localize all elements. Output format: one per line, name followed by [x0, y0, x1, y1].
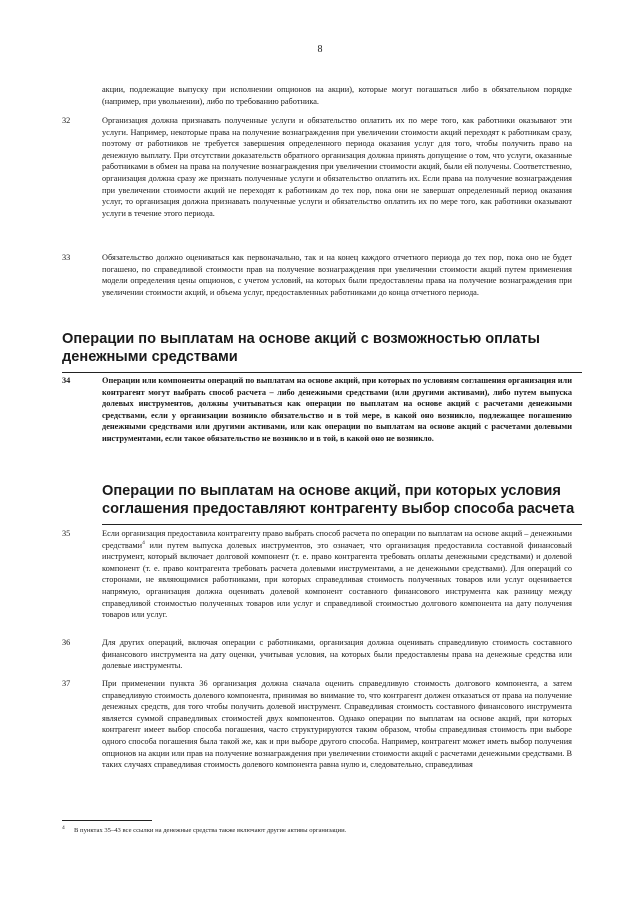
footnote-text: В пунктах 35–43 все ссылки на денежные средства также включают другие активы организации.: [74, 827, 347, 834]
section-heading: Операции по выплатам на основе акций с возможностью оплаты денежными средствами: [62, 330, 582, 373]
paragraph-number: 37: [62, 679, 71, 688]
paragraph-text: Обязательство должно оцениваться как первоначально, так и на конец каждого отчетного периода до тех пор, пока оно не будет погашено, по справедливой стоимости прав на получение вознаграждения при увеличении стоимости акций путем применения модели определения цены опционов, с учетом условий, на которых были предоставлены права на получение вознаграждения при увеличении стоимости акций, и объема услуг, предоставленных работниками до конца отчетного периода.: [102, 253, 572, 297]
paragraph-35: [62, 528, 572, 621]
paragraph-number: 33: [62, 253, 71, 262]
footnote-reference: 4: [142, 539, 145, 546]
paragraph-32: [62, 115, 572, 219]
paragraph-text: Для других операций, включая операции с работниками, организация должна оценивать справедливую стоимость составного финансового инструмента на дату оценки, учитывая условия, на которых были предоставлены права на денежные средства или долевые инструменты.: [102, 638, 572, 671]
footnote: [62, 826, 582, 835]
paragraph-number: 34: [62, 376, 71, 385]
paragraph-36: [62, 637, 572, 672]
paragraph-number: 32: [62, 116, 71, 125]
paragraph-37: [62, 678, 572, 771]
paragraph-number: 36: [62, 638, 71, 647]
paragraph-33: [62, 252, 572, 298]
paragraph-text: [102, 528, 572, 621]
page-number: 8: [317, 44, 323, 55]
footnote-divider: [62, 820, 152, 821]
intro-continuation: акции, подлежащие выпуску при исполнении опционов на акции), которые могут погашаться либо в обязательном порядке (например, при увольнении), либо по требованию работника.: [102, 85, 572, 106]
paragraph-text: Операции или компоненты операций по выплатам на основе акций, при которых по условиям соглашения организация или контрагент могут выбрать способ расчета – либо денежными средствами (или другими активами), либо путем выпуска долевых инструментов, должны учитываться как операции по выплатам на основе акций с расчетами денежными средствами, если у организации возникло обязательство и в той мере, в какой оно возникло, подлежащее погашению денежными средствами или другими активами, или как операции по выплатам на основе акций с расчетами долевыми инструментами, если такое обязательство не возникло и в той, в какой оно не возникло.: [102, 376, 572, 443]
paragraph-text: При применении пункта 36 организация должна сначала оценить справедливую стоимость долгового компонента, а затем справедливую стоимость долевого компонента, принимая во внимание то, что контрагент должен отказаться от права на получение денежных средств, для того чтобы получить долевой инструмент. Справедливая стоимость составного финансового инструмента является суммой справедливых стоимостей двух компонентов. Однако операции по выплатам на основе акций, при которых контрагент имеет выбор способа погашения, часто структурируются таким образом, чтобы справедливая стоимость при выборе одного способа погашения была такой же, как и при выборе другого способа. Например, контрагент может иметь выбор получения опционов на акции или прав на получение вознаграждения при увеличении стоимости акций с расчетами денежными средствами. В таких случаях справедливая стоимость долевого компонента равна нулю и, следовательно, справедливая: [102, 679, 572, 770]
footnote-number: 4: [62, 825, 65, 831]
paragraph-number: 35: [62, 529, 71, 538]
paragraph-text: Организация должна признавать полученные услуги и обязательство оплатить их по мере того, как работники оказывают эти услуги. Например, некоторые права на получение вознаграждения при увеличении стоимости акций переходят к работникам сразу, поэтому от работников не требуется завершения определенного периода оказания услуг для того, чтобы получить право на денежную выплату. При отсутствии доказательств обратного организация должна принять допущение о том, что услуги, оказанные работниками в обмен на права на получение вознаграждения при увеличении стоимости акций, были ей получены. Соответственно, организация должна сразу же признать полученные услуги и обязательство оплатить их. Если права на получение вознаграждения при увеличении стоимости акций не переходят к работникам до тех пор, пока они не завершат определенный период оказания услуг, то организация должна признавать полученные услуги и обязательство оплатить их по мере того, как работники оказывают услуги в течение этого периода.: [102, 116, 572, 218]
paragraph-text-part: или путем выпуска долевых инструментов, это означает, что организация предоставила составной финансовый инструмент, который включает долговой компонент (т. е. право контрагента требовать оплаты денежными средствами) и долевой компонент (т. е. право контрагента требовать расчета долевыми инструментами, а не денежными средствами). Для операций со сторонами, не являющимися работниками, при которых справедливая стоимость полученных товаров или услуг оценивается напрямую, организация должна оценивать долевой компонент составного финансового инструмента как разницу между справедливой стоимостью полученных товаров или услуг и справедливой стоимостью долгового компонента на дату получения товаров или услуг.: [102, 540, 572, 620]
paragraph-text-part: Если организация предоставила контрагенту право выбрать способ расчета по операции по выплатам на основе акций – денежными средствами: [102, 529, 572, 550]
paragraph-34: [62, 375, 572, 445]
subsection-heading: Операции по выплатам на основе акций, при которых условия соглашения предоставляют контрагенту выбор способа расчета: [102, 482, 582, 525]
